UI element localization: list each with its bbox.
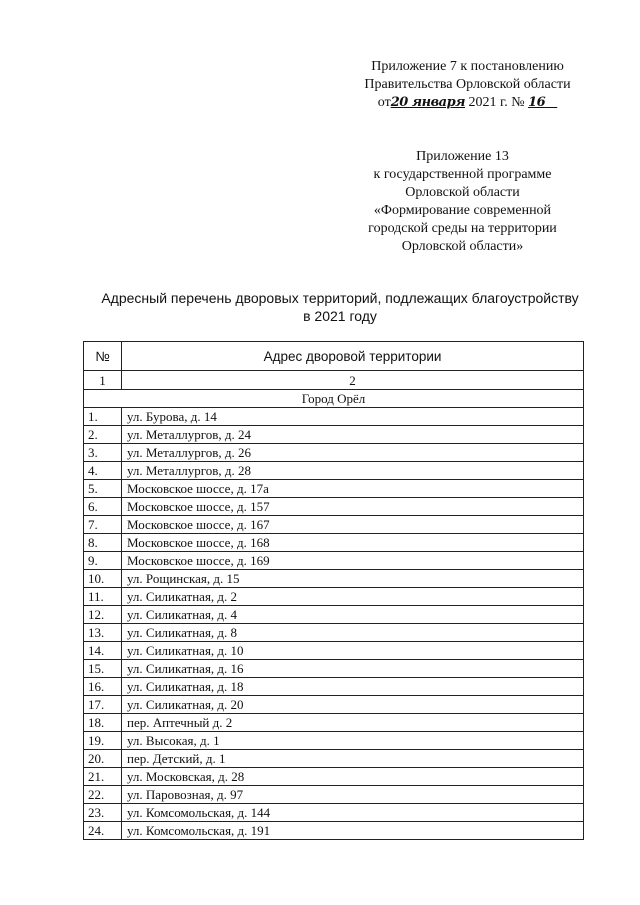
- row-number: 21.: [84, 768, 122, 786]
- table-row: [84, 570, 584, 588]
- decree-line-1: Приложение 7 к постановлению: [371, 59, 564, 74]
- header-number: №: [84, 342, 122, 371]
- row-number: 17.: [84, 696, 122, 714]
- decree-line-2: Правительства Орловской области: [364, 77, 571, 92]
- date-suffix: 2021 г. №: [468, 95, 525, 110]
- row-address: ул. Силикатная, д. 20: [122, 696, 584, 714]
- table-row: [84, 588, 584, 606]
- row-number: 11.: [84, 588, 122, 606]
- row-address: ул. Комсомольская, д. 144: [122, 804, 584, 822]
- table-row: [84, 732, 584, 750]
- table-row: [84, 822, 584, 840]
- appendix-line: к государственной программе: [373, 167, 552, 182]
- row-number: 14.: [84, 642, 122, 660]
- row-address: пер. Аптечный д. 2: [122, 714, 584, 732]
- row-number: 3.: [84, 444, 122, 462]
- row-address: ул. Металлургов, д. 24: [122, 426, 584, 444]
- title-line-2: в 2021 году: [303, 308, 377, 324]
- date-prefix: от: [377, 95, 391, 110]
- row-number: 18.: [84, 714, 122, 732]
- row-address: Московское шоссе, д. 157: [122, 498, 584, 516]
- row-address: ул. Комсомольская, д. 191: [122, 822, 584, 840]
- row-number: 19.: [84, 732, 122, 750]
- row-address: пер. Детский, д. 1: [122, 750, 584, 768]
- row-address: ул. Силикатная, д. 10: [122, 642, 584, 660]
- row-number: 4.: [84, 462, 122, 480]
- column-index-1: 1: [84, 371, 122, 390]
- address-table: [83, 341, 584, 840]
- appendix-line: городской среды на территории: [368, 221, 557, 236]
- row-number: 8.: [84, 534, 122, 552]
- table-row: [84, 498, 584, 516]
- table-row: [84, 786, 584, 804]
- row-number: 24.: [84, 822, 122, 840]
- table-row: [84, 426, 584, 444]
- row-number: 12.: [84, 606, 122, 624]
- table-row: [84, 444, 584, 462]
- table-row: [84, 642, 584, 660]
- appendix-reference: [340, 148, 585, 256]
- table-column-index-row: [84, 371, 584, 390]
- decree-date-line: [355, 94, 580, 112]
- table-city-row: [84, 390, 584, 408]
- appendix-line: Орловской области: [405, 185, 520, 200]
- table-row: [84, 408, 584, 426]
- document-title: [40, 289, 640, 325]
- row-number: 22.: [84, 786, 122, 804]
- row-number: 16.: [84, 678, 122, 696]
- row-number: 20.: [84, 750, 122, 768]
- row-number: 1.: [84, 408, 122, 426]
- table-row: [84, 678, 584, 696]
- table-row: [84, 660, 584, 678]
- row-number: 2.: [84, 426, 122, 444]
- appendix-line: «Формирование современной: [373, 203, 552, 218]
- row-number: 7.: [84, 516, 122, 534]
- row-number: 15.: [84, 660, 122, 678]
- row-address: ул. Бурова, д. 14: [122, 408, 584, 426]
- row-address: ул. Силикатная, д. 8: [122, 624, 584, 642]
- row-number: 13.: [84, 624, 122, 642]
- city-name: Город Орёл: [84, 390, 584, 408]
- table-row: [84, 750, 584, 768]
- handwritten-number: 16: [528, 95, 546, 110]
- row-address: ул. Силикатная, д. 16: [122, 660, 584, 678]
- header-address: Адрес дворовой территории: [122, 342, 584, 371]
- row-address: Московское шоссе, д. 167: [122, 516, 584, 534]
- row-address: ул. Силикатная, д. 2: [122, 588, 584, 606]
- row-address: ул. Силикатная, д. 18: [122, 678, 584, 696]
- appendix-line: Приложение 13: [416, 149, 509, 164]
- row-number: 5.: [84, 480, 122, 498]
- table-row: [84, 714, 584, 732]
- table-header-row: [84, 342, 584, 371]
- table-row: [84, 480, 584, 498]
- table-row: [84, 552, 584, 570]
- column-index-2: 2: [122, 371, 584, 390]
- row-number: 23.: [84, 804, 122, 822]
- table-row: [84, 606, 584, 624]
- table-row: [84, 534, 584, 552]
- table-row: [84, 804, 584, 822]
- table-row: [84, 696, 584, 714]
- row-address: Московское шоссе, д. 168: [122, 534, 584, 552]
- table-row: [84, 462, 584, 480]
- row-address: ул. Высокая, д. 1: [122, 732, 584, 750]
- table-row: [84, 624, 584, 642]
- title-line-1: Адресный перечень дворовых территорий, подлежащих благоустройству: [101, 290, 579, 306]
- row-address: ул. Паровозная, д. 97: [122, 786, 584, 804]
- row-number: 6.: [84, 498, 122, 516]
- row-address: ул. Силикатная, д. 4: [122, 606, 584, 624]
- row-address: ул. Московская, д. 28: [122, 768, 584, 786]
- handwritten-date: 20 января: [390, 95, 466, 110]
- table-row: [84, 516, 584, 534]
- row-number: 10.: [84, 570, 122, 588]
- row-number: 9.: [84, 552, 122, 570]
- row-address: ул. Металлургов, д. 26: [122, 444, 584, 462]
- row-address: ул. Рощинская, д. 15: [122, 570, 584, 588]
- row-address: Московское шоссе, д. 169: [122, 552, 584, 570]
- decree-reference: [355, 58, 580, 112]
- row-address: ул. Металлургов, д. 28: [122, 462, 584, 480]
- row-address: Московское шоссе, д. 17а: [122, 480, 584, 498]
- table-row: [84, 768, 584, 786]
- appendix-line: Орловской области»: [401, 239, 524, 254]
